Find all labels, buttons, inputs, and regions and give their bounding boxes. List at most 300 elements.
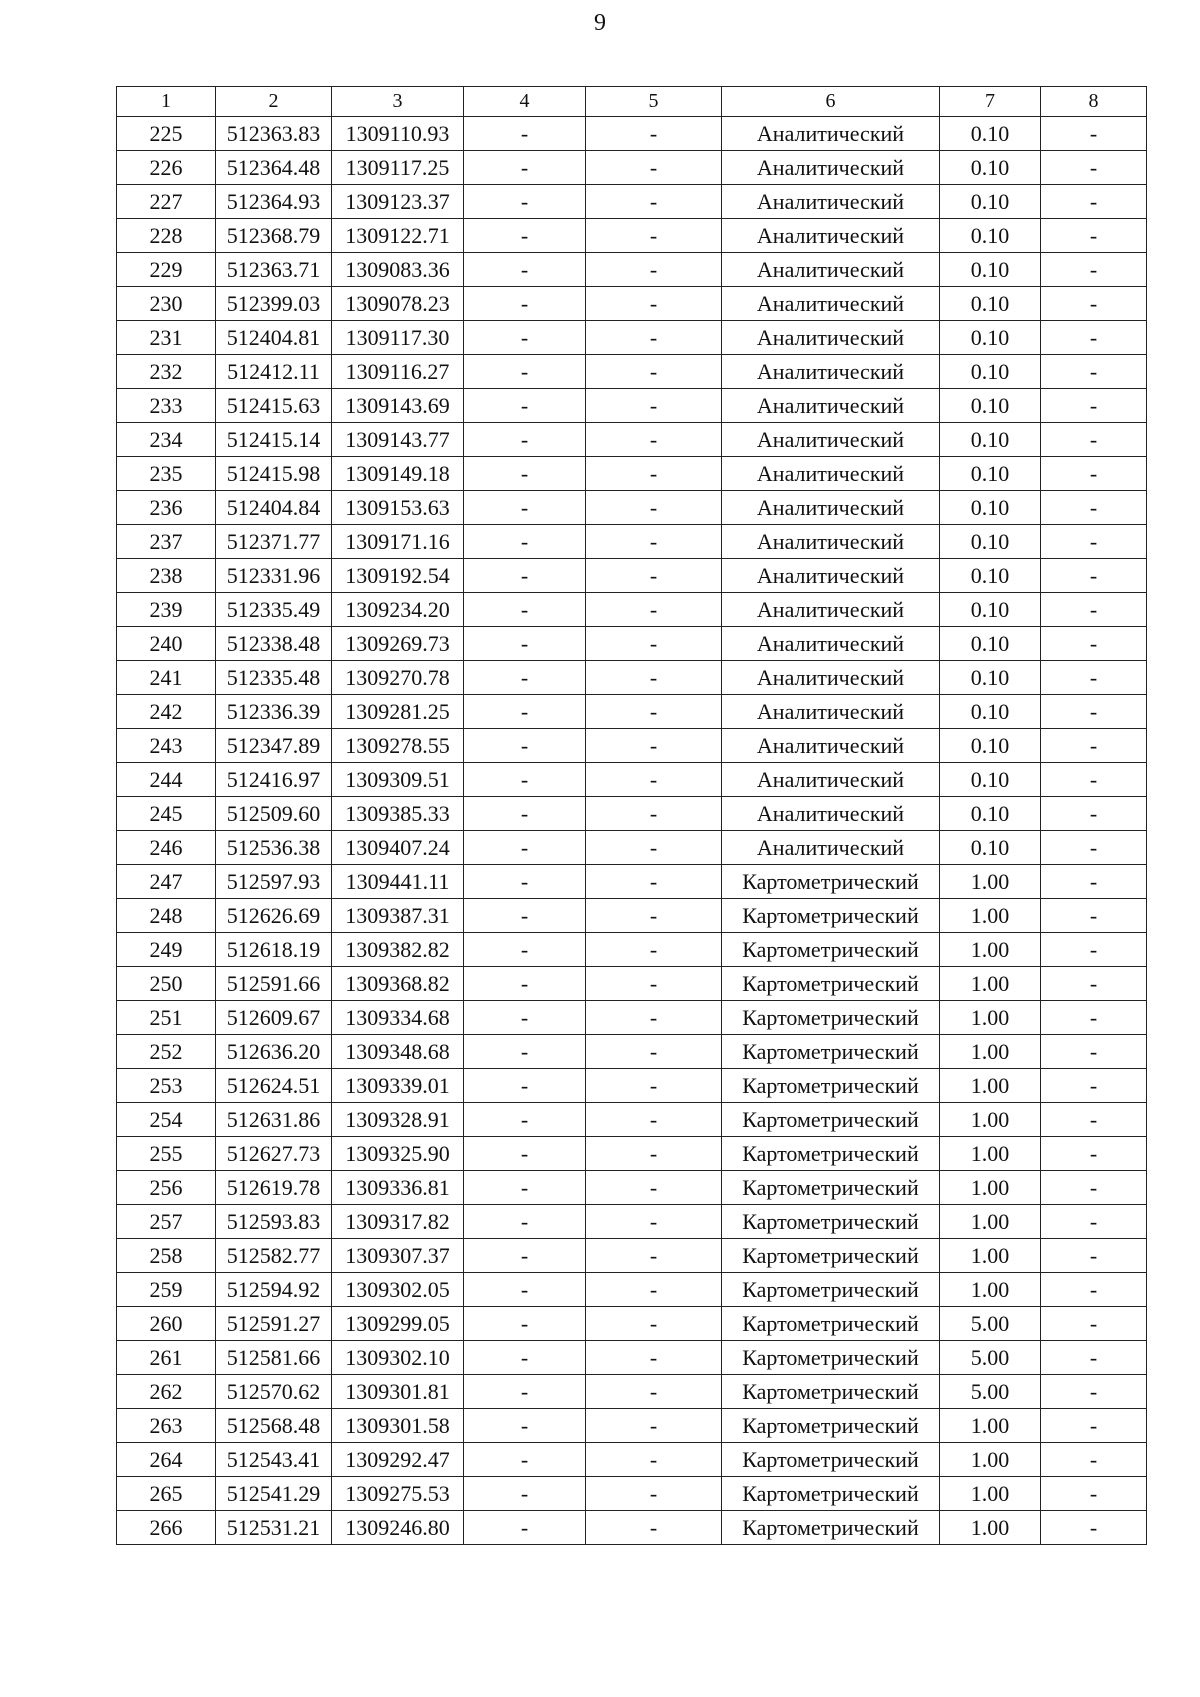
table-cell: - [586,457,722,491]
table-cell: 512371.77 [216,525,332,559]
table-cell: 226 [117,151,216,185]
table-row [117,355,1147,389]
table-cell: - [586,1171,722,1205]
table-cell: - [464,797,586,831]
table-cell: - [464,1001,586,1035]
table-cell: 0.10 [940,797,1041,831]
table-cell: - [586,865,722,899]
table-cell: 1309307.37 [332,1239,464,1273]
table-cell: 1309441.11 [332,865,464,899]
table-cell: Аналитический [722,287,940,321]
table-cell: - [586,1069,722,1103]
table-cell: - [1041,831,1147,865]
table-row [117,389,1147,423]
table-cell: Аналитический [722,627,940,661]
table-row [117,525,1147,559]
table-row [117,1341,1147,1375]
table-cell: - [1041,355,1147,389]
table-cell: 512636.20 [216,1035,332,1069]
table-cell: - [586,491,722,525]
table-cell: 250 [117,967,216,1001]
table-cell: 1.00 [940,1409,1041,1443]
table-cell: - [464,763,586,797]
table-cell: - [586,593,722,627]
table-cell: 233 [117,389,216,423]
table-cell: Аналитический [722,457,940,491]
column-header: 5 [586,87,722,117]
table-cell: 1309171.16 [332,525,464,559]
table-cell: - [586,1443,722,1477]
table-cell: 1.00 [940,933,1041,967]
table-cell: 0.10 [940,117,1041,151]
table-cell: - [586,1239,722,1273]
table-cell: - [464,321,586,355]
table-cell: Аналитический [722,525,940,559]
table-row [117,1511,1147,1545]
table-cell: - [464,899,586,933]
table-cell: 1309301.81 [332,1375,464,1409]
table-cell: - [586,1375,722,1409]
column-header: 1 [117,87,216,117]
table-cell: Аналитический [722,253,940,287]
table-cell: 242 [117,695,216,729]
table-cell: Аналитический [722,117,940,151]
table-cell: 229 [117,253,216,287]
table-cell: 234 [117,423,216,457]
table-cell: Картометрический [722,1477,940,1511]
table-row [117,1205,1147,1239]
table-cell: - [464,355,586,389]
table-cell: 1.00 [940,1171,1041,1205]
table-cell: - [464,1511,586,1545]
table-cell: 258 [117,1239,216,1273]
table-cell: Аналитический [722,593,940,627]
table-cell: - [586,695,722,729]
table-cell: 0.10 [940,627,1041,661]
table-cell: Аналитический [722,491,940,525]
table-cell: - [1041,1001,1147,1035]
table-cell: - [464,1341,586,1375]
table-cell: - [464,1273,586,1307]
table-row [117,253,1147,287]
table-cell: 0.10 [940,219,1041,253]
table-cell: 0.10 [940,253,1041,287]
column-header: 8 [1041,87,1147,117]
table-cell: - [464,831,586,865]
table-cell: 0.10 [940,389,1041,423]
table-row [117,287,1147,321]
table-cell: Картометрический [722,1103,940,1137]
table-cell: Аналитический [722,151,940,185]
table-cell: 1309116.27 [332,355,464,389]
table-cell: 235 [117,457,216,491]
table-cell: 247 [117,865,216,899]
table-cell: - [1041,253,1147,287]
table-row [117,933,1147,967]
table-cell: - [1041,933,1147,967]
table-cell: - [1041,729,1147,763]
table-cell: 1309407.24 [332,831,464,865]
table-cell: 263 [117,1409,216,1443]
table-cell: - [586,1205,722,1239]
table-cell: - [586,253,722,287]
table-cell: 1309143.77 [332,423,464,457]
table-row [117,967,1147,1001]
table-cell: 0.10 [940,593,1041,627]
table-cell: - [1041,185,1147,219]
table-cell: - [464,627,586,661]
table-cell: 0.10 [940,763,1041,797]
table-cell: 1309078.23 [332,287,464,321]
table-cell: 5.00 [940,1307,1041,1341]
table-cell: - [464,559,586,593]
table-row [117,729,1147,763]
table-cell: 0.10 [940,831,1041,865]
table-cell: 0.10 [940,151,1041,185]
table-cell: - [464,491,586,525]
table-cell: 5.00 [940,1375,1041,1409]
table-cell: 1.00 [940,1069,1041,1103]
column-header: 6 [722,87,940,117]
table-cell: 512536.38 [216,831,332,865]
table-cell: - [586,797,722,831]
table-cell: - [586,117,722,151]
table-cell: 249 [117,933,216,967]
table-cell: Картометрический [722,1273,940,1307]
table-cell: - [1041,1069,1147,1103]
table-cell: Картометрический [722,933,940,967]
table-cell: - [1041,287,1147,321]
table-cell: 1.00 [940,865,1041,899]
table-cell: - [1041,1273,1147,1307]
table-cell: 241 [117,661,216,695]
table-cell: Картометрический [722,1375,940,1409]
table-cell: Аналитический [722,797,940,831]
table-row [117,1171,1147,1205]
table-row [117,1307,1147,1341]
table-cell: 1309270.78 [332,661,464,695]
table-cell: - [464,1307,586,1341]
table-row [117,1103,1147,1137]
table-cell: Картометрический [722,1443,940,1477]
table-cell: 1.00 [940,1001,1041,1035]
table-cell: 1309278.55 [332,729,464,763]
table-cell: 0.10 [940,355,1041,389]
table-cell: 1309275.53 [332,1477,464,1511]
table-cell: - [586,423,722,457]
table-cell: - [1041,321,1147,355]
table-cell: 227 [117,185,216,219]
table-cell: 259 [117,1273,216,1307]
table-cell: 0.10 [940,695,1041,729]
table-cell: 265 [117,1477,216,1511]
table-cell: - [1041,865,1147,899]
column-header: 7 [940,87,1041,117]
table-cell: 252 [117,1035,216,1069]
table-cell: 512363.71 [216,253,332,287]
table-cell: 236 [117,491,216,525]
table-cell: - [586,185,722,219]
table-cell: 512591.66 [216,967,332,1001]
table-cell: 1309328.91 [332,1103,464,1137]
table-cell: - [464,1035,586,1069]
table-cell: 512331.96 [216,559,332,593]
table-cell: - [586,967,722,1001]
table-cell: - [586,321,722,355]
table-cell: Картометрический [722,1035,940,1069]
table-cell: - [464,729,586,763]
table-cell: 512631.86 [216,1103,332,1137]
table-cell: - [1041,899,1147,933]
table-cell: 1309309.51 [332,763,464,797]
table-cell: 232 [117,355,216,389]
table-cell: 0.10 [940,661,1041,695]
table-row [117,1409,1147,1443]
table-cell: 1309334.68 [332,1001,464,1035]
table-cell: Картометрический [722,1001,940,1035]
table-cell: 512363.83 [216,117,332,151]
table-cell: - [586,899,722,933]
table-cell: - [586,355,722,389]
table-row [117,899,1147,933]
table-cell: - [1041,593,1147,627]
table-cell: - [1041,1035,1147,1069]
table-cell: - [586,559,722,593]
table-cell: 1.00 [940,1035,1041,1069]
table-cell: 512338.48 [216,627,332,661]
table-cell: 512364.48 [216,151,332,185]
table-cell: - [586,1035,722,1069]
table-body [117,117,1147,1545]
table-cell: 0.10 [940,525,1041,559]
table-cell: - [586,729,722,763]
table-row [117,1137,1147,1171]
table-cell: 231 [117,321,216,355]
table-cell: - [1041,1443,1147,1477]
table-cell: 1309302.10 [332,1341,464,1375]
table-cell: 238 [117,559,216,593]
table-row [117,423,1147,457]
table-cell: 254 [117,1103,216,1137]
table-cell: Аналитический [722,423,940,457]
table-cell: 512581.66 [216,1341,332,1375]
table-row [117,1035,1147,1069]
table-cell: - [464,661,586,695]
table-cell: - [1041,491,1147,525]
table-cell: 0.10 [940,423,1041,457]
table-cell: - [1041,1171,1147,1205]
table-cell: 1309339.01 [332,1069,464,1103]
table-cell: 512368.79 [216,219,332,253]
table-cell: - [1041,797,1147,831]
table-cell: - [586,151,722,185]
table-cell: 512624.51 [216,1069,332,1103]
table-cell: 0.10 [940,287,1041,321]
table-cell: 225 [117,117,216,151]
table-cell: 248 [117,899,216,933]
table-cell: 1309299.05 [332,1307,464,1341]
table-row [117,151,1147,185]
table-cell: 512594.92 [216,1273,332,1307]
table-cell: Картометрический [722,1239,940,1273]
table-cell: 1.00 [940,1239,1041,1273]
table-cell: - [464,457,586,491]
table-cell: 512627.73 [216,1137,332,1171]
table-cell: 512619.78 [216,1171,332,1205]
table-cell: 255 [117,1137,216,1171]
table-cell: 1.00 [940,1477,1041,1511]
table-cell: - [1041,117,1147,151]
table-cell: 1309123.37 [332,185,464,219]
table-row [117,1443,1147,1477]
table-cell: Аналитический [722,661,940,695]
coordinates-table [116,86,1147,1545]
table-cell: - [586,661,722,695]
table-cell: 1.00 [940,1103,1041,1137]
table-cell: 0.10 [940,491,1041,525]
table-row [117,321,1147,355]
table-cell: - [464,253,586,287]
table-cell: 1309325.90 [332,1137,464,1171]
table-cell: Картометрический [722,1137,940,1171]
table-row [117,593,1147,627]
table-cell: 512591.27 [216,1307,332,1341]
table-cell: - [1041,1375,1147,1409]
column-header: 4 [464,87,586,117]
table-cell: 1.00 [940,1443,1041,1477]
table-row [117,219,1147,253]
table-cell: - [586,525,722,559]
table-row [117,865,1147,899]
table-row [117,185,1147,219]
table-cell: 512609.67 [216,1001,332,1035]
table-cell: 256 [117,1171,216,1205]
table-cell: - [464,1171,586,1205]
table-cell: 239 [117,593,216,627]
table-cell: 512336.39 [216,695,332,729]
table-row [117,627,1147,661]
table-cell: Картометрический [722,1409,940,1443]
table-cell: 264 [117,1443,216,1477]
table-cell: - [464,865,586,899]
table-cell: 1309192.54 [332,559,464,593]
table-cell: 1309387.31 [332,899,464,933]
table-row [117,1375,1147,1409]
table-cell: 244 [117,763,216,797]
table-cell: 257 [117,1205,216,1239]
table-cell: - [1041,1307,1147,1341]
table-cell: - [464,1103,586,1137]
table-cell: 512416.97 [216,763,332,797]
table-cell: 0.10 [940,185,1041,219]
table-cell: Аналитический [722,831,940,865]
table-cell: Картометрический [722,1307,940,1341]
table-cell: - [1041,389,1147,423]
table-cell: 1309292.47 [332,1443,464,1477]
table-cell: - [1041,1477,1147,1511]
table-cell: - [464,389,586,423]
table-cell: - [1041,559,1147,593]
table-cell: - [464,933,586,967]
table-cell: Картометрический [722,967,940,1001]
table-cell: - [464,1409,586,1443]
column-header: 3 [332,87,464,117]
table-cell: 262 [117,1375,216,1409]
table-cell: 240 [117,627,216,661]
table-cell: Картометрический [722,1341,940,1375]
table-cell: Аналитический [722,559,940,593]
table-cell: - [464,593,586,627]
table-cell: 1309153.63 [332,491,464,525]
table-cell: - [464,1375,586,1409]
table-cell: 5.00 [940,1341,1041,1375]
table-cell: - [464,151,586,185]
table-cell: 251 [117,1001,216,1035]
table-cell: - [464,1137,586,1171]
table-cell: - [1041,1239,1147,1273]
table-row [117,457,1147,491]
table-cell: 512335.48 [216,661,332,695]
table-cell: 1309368.82 [332,967,464,1001]
table-cell: - [464,1477,586,1511]
table-cell: - [1041,423,1147,457]
table-cell: 1309385.33 [332,797,464,831]
table-cell: 1309269.73 [332,627,464,661]
table-cell: - [1041,1205,1147,1239]
table-cell: 512531.21 [216,1511,332,1545]
table-cell: 1309117.25 [332,151,464,185]
table-row [117,1239,1147,1273]
table-cell: - [586,1001,722,1035]
table-cell: - [464,967,586,1001]
table-cell: 512364.93 [216,185,332,219]
table-cell: 0.10 [940,321,1041,355]
table-cell: 1.00 [940,899,1041,933]
table-cell: Аналитический [722,321,940,355]
table-cell: - [586,219,722,253]
table-cell: Аналитический [722,185,940,219]
table-row [117,1001,1147,1035]
table-cell: 1.00 [940,1205,1041,1239]
table-cell: 512593.83 [216,1205,332,1239]
table-cell: 0.10 [940,457,1041,491]
table-cell: Картометрический [722,865,940,899]
table-cell: - [1041,151,1147,185]
table-cell: - [586,831,722,865]
table-row [117,831,1147,865]
table-cell: 228 [117,219,216,253]
table-cell: 1309382.82 [332,933,464,967]
table-cell: Аналитический [722,389,940,423]
column-header: 2 [216,87,332,117]
table-cell: - [586,1273,722,1307]
table-cell: 246 [117,831,216,865]
table-cell: 512404.81 [216,321,332,355]
table-row [117,763,1147,797]
table-cell: - [1041,967,1147,1001]
table-row [117,559,1147,593]
table-cell: 1309117.30 [332,321,464,355]
table-cell: 0.10 [940,729,1041,763]
table-cell: - [1041,1137,1147,1171]
table-cell: - [464,287,586,321]
table-cell: 512404.84 [216,491,332,525]
table-cell: Аналитический [722,695,940,729]
table-cell: - [586,627,722,661]
table-cell: - [1041,219,1147,253]
table-row [117,797,1147,831]
table-cell: - [464,117,586,151]
